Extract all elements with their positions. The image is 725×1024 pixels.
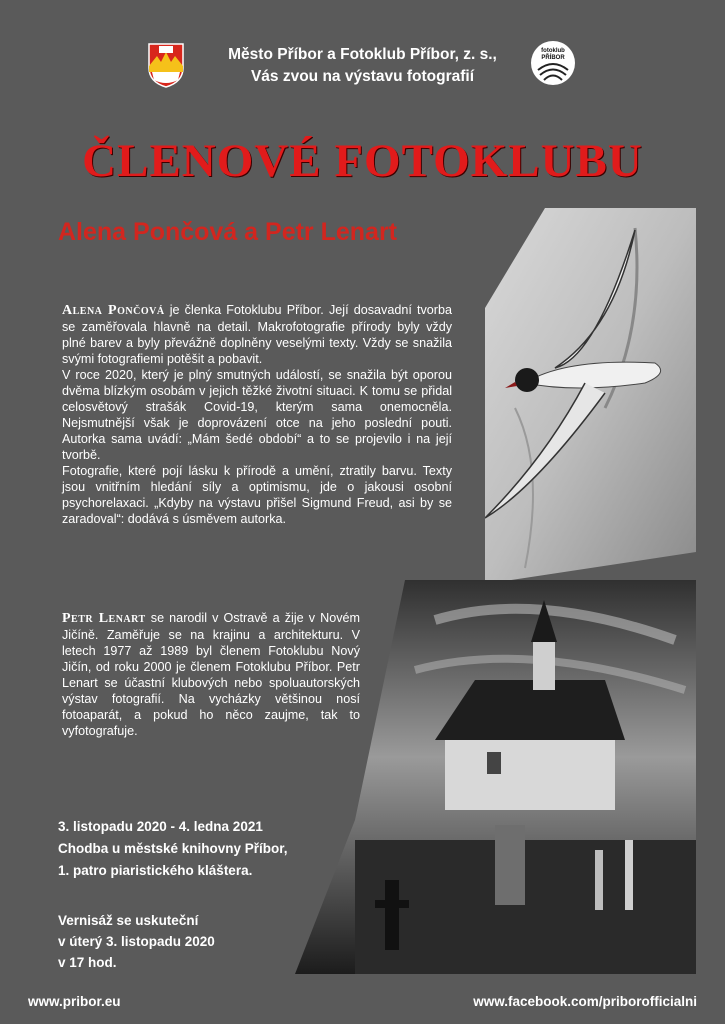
vernissage-info	[58, 910, 215, 973]
event-info	[58, 816, 288, 882]
alena-biography	[62, 302, 452, 527]
exhibition-subtitle: Alena Pončová a Petr Lenart	[58, 218, 398, 246]
alena-name: Alena Pončová	[62, 303, 165, 318]
header-invitation: Vás zvou na výstavu fotografií	[250, 68, 475, 85]
town-website-link[interactable]: www.pribor.eu	[28, 994, 121, 1009]
club-logo-line2: PŘÍBOR	[541, 55, 565, 61]
event-venue-1: Chodba u městské knihovny Příbor,	[58, 841, 288, 856]
seagull-photo	[485, 208, 696, 584]
petr-biography	[62, 610, 360, 739]
alena-p1-text: je členka Fotoklubu Příbor. Její dosavadní tvorba se zaměřovala hlavně na detail. Makrofotografie přírody byly vždy plné barev a byly převážně doplněny veselými texty. Vždy se snažila svými fotografiemi potěšit a pobavit.	[62, 303, 453, 366]
header-organizers: Město Příbor a Fotoklub Příbor, z. s.,	[228, 46, 497, 63]
vernissage-line-3: v 17 hod.	[58, 955, 117, 970]
club-logo-line1: fotoklub	[541, 48, 565, 54]
exhibition-title: ČLENOVÉ FOTOKLUBU	[82, 135, 643, 187]
petr-text: se narodil v Ostravě a žije v Novém Jičíně. Zaměřuje se na krajinu a architekturu. V letech 1977 až 1989 byl členem Fotoklubu Nový Jičín, od roku 2000 je členem Fotoklubu Příbor. Petr Lenart se účastní klubových nebo spoluautorských výstav fotografií. Na vycházky většinou nosí fotoaparát, a pokud ho něco zaujme, tak to vyfotografuje.	[62, 611, 360, 738]
event-dates: 3. listopadu 2020 - 4. ledna 2021	[58, 819, 263, 834]
petr-paragraph	[62, 610, 360, 739]
event-venue-2: 1. patro piaristického kláštera.	[58, 863, 253, 878]
vernissage-line-1: Vernisáž se uskuteční	[58, 913, 199, 928]
alena-paragraph-2: V roce 2020, který je plný smutných událostí, se snažila být oporou dvěma blízkým osobám v jejich těžké životní situaci. K tomu se přidal celosvětový strašák Covid-19, kterým sama onemocněla. Nejsmutnější však je doprovázení otce na jeho poslední pouti. Autorka sama uvádí: „Mám šedé období“ a to se projevilo i na její tvorbě.	[62, 368, 452, 462]
petr-name: Petr Lenart	[62, 611, 146, 626]
vernissage-line-2: v úterý 3. listopadu 2020	[58, 934, 215, 949]
facebook-link[interactable]: www.facebook.com/priborofficialni	[473, 994, 697, 1009]
alena-paragraph-3: Fotografie, které pojí lásku k přírodě a umění, ztratily barvu. Texty jsou vnitřním hledání síly a optimismu, jde o jakousi osobní psychorelaxaci. „Kdyby na výstavu přišel Sigmund Freud, asi by se zaradoval“: dodává s úsměvem autorka.	[62, 464, 452, 526]
alena-paragraph-1	[62, 302, 452, 367]
